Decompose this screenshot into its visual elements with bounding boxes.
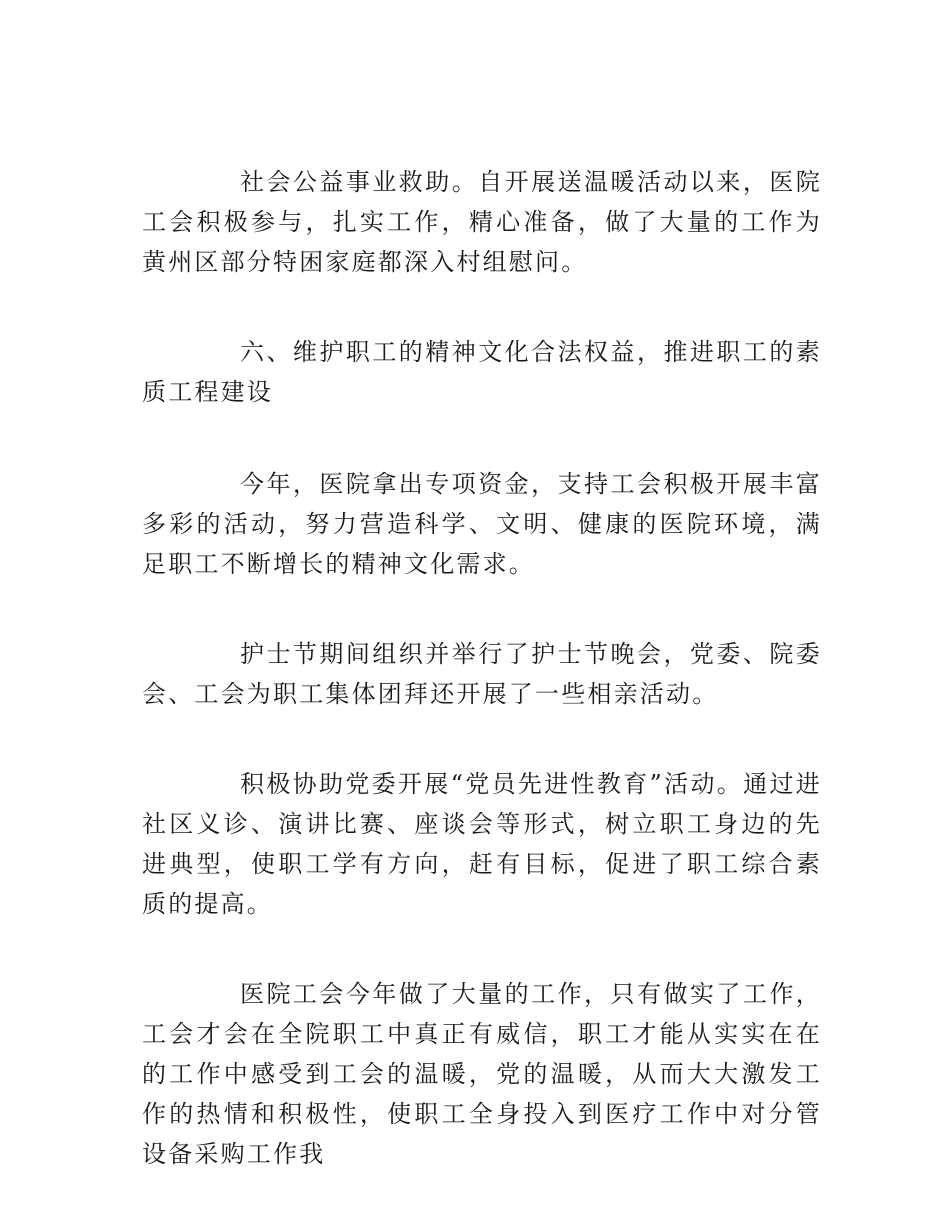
paragraph-union-summary: 医院工会今年做了大量的工作，只有做实了工作，工会才会在全院职工中真正有威信，职工才能从实实在在的工作中感受到工会的温暖，党的温暖，从而大大激发工作的热情和积极性，使职工全身投入到医疗工作中对分管设备采购工作我 [142, 980, 822, 1168]
paragraph-nurses-day: 护士节期间组织并举行了护士节晚会，党委、院委会、工会为职工集体团拜还开展了一些相亲活动。 [142, 640, 822, 708]
section-heading-six: 六、维护职工的精神文化合法权益，推进职工的素质工程建设 [142, 338, 822, 406]
paragraph-party-education: 积极协助党委开展“党员先进性教育”活动。通过进社区义诊、演讲比赛、座谈会等形式，树立职工身边的先进典型，使职工学有方向，赶有目标，促进了职工综合素质的提高。 [142, 770, 822, 918]
paragraph-special-funds: 今年，医院拿出专项资金，支持工会积极开展丰富多彩的活动，努力营造科学、文明、健康的医院环境，满足职工不断增长的精神文化需求。 [142, 470, 822, 578]
document-body [142, 162, 822, 1224]
paragraph-charity-aid: 社会公益事业救助。自开展送温暖活动以来，医院工会积极参与，扎实工作，精心准备，做了大量的工作为黄州区部分特困家庭都深入村组慰问。 [142, 168, 822, 276]
